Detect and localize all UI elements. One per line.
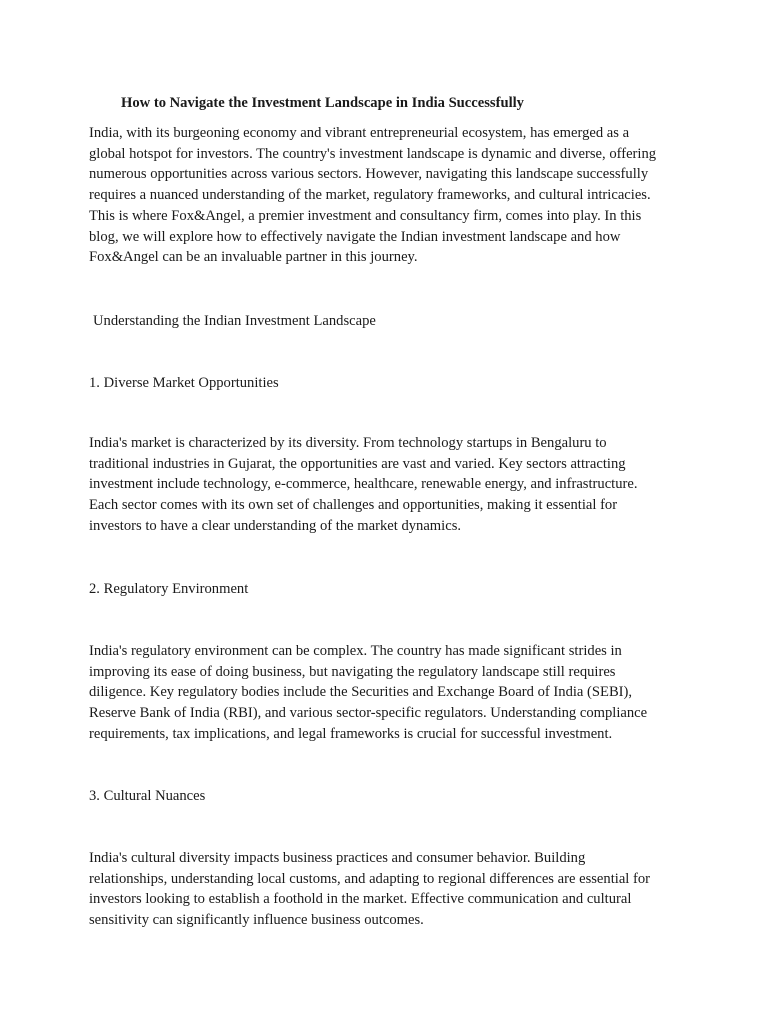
intro-line: This is where Fox&Angel, a premier investment and consultancy firm, comes into play. In this: [89, 207, 642, 224]
subsection-heading-market-opportunities: 1. Diverse Market Opportunities: [89, 375, 279, 391]
paragraph-line: investors looking to establish a foothold in the market. Effective communication and cultural: [89, 891, 632, 908]
intro-line: Fox&Angel can be an invaluable partner in this journey.: [89, 249, 418, 266]
paragraph-line: investors to have a clear understanding of the market dynamics.: [89, 517, 462, 534]
paragraph-line: traditional industries in Gujarat, the opportunities are vast and varied. Key sectors attracting: [89, 455, 626, 472]
paragraph-line: Reserve Bank of India (RBI), and various sector-specific regulators. Understanding compliance: [89, 705, 648, 722]
paragraph-line: relationships, understanding local customs, and adapting to regional differences are essential for: [89, 870, 651, 887]
section-heading-understanding: Understanding the Indian Investment Landscape: [93, 313, 376, 329]
paragraph-line: Each sector comes with its own set of challenges and opportunities, making it essential for: [89, 497, 618, 514]
intro-line: requires a nuanced understanding of the market, regulatory frameworks, and cultural intricacies.: [89, 187, 651, 204]
paragraph-regulatory-environment: [89, 641, 689, 745]
intro-line: numerous opportunities across various sectors. However, navigating this landscape successfully: [89, 166, 649, 183]
paragraph-cultural-nuances: [89, 848, 689, 931]
intro-line: blog, we will explore how to effectively navigate the Indian investment landscape and how: [89, 228, 621, 245]
intro-line: India, with its burgeoning economy and vibrant entrepreneurial ecosystem, has emerged as a: [89, 125, 630, 141]
subsection-heading-cultural-nuances: 3. Cultural Nuances: [89, 788, 206, 804]
intro-paragraph: [89, 123, 689, 268]
paragraph-line: improving its ease of doing business, but navigating the regulatory landscape still requires: [89, 663, 616, 680]
paragraph-line: India's market is characterized by its diversity. From technology startups in Bengaluru to: [89, 435, 607, 451]
paragraph-market-opportunities: [89, 433, 689, 537]
paragraph-line: diligence. Key regulatory bodies include the Securities and Exchange Board of India (SEBI),: [89, 684, 633, 701]
paragraph-line: sensitivity can significantly influence business outcomes.: [89, 912, 424, 929]
intro-line: global hotspot for investors. The country's investment landscape is dynamic and diverse, offering: [89, 145, 657, 162]
paragraph-line: India's cultural diversity impacts business practices and consumer behavior. Building: [89, 850, 586, 866]
document-title: How to Navigate the Investment Landscape in India Successfully: [121, 95, 524, 111]
paragraph-line: India's regulatory environment can be complex. The country has made significant strides in: [89, 643, 622, 659]
paragraph-line: requirements, tax implications, and legal frameworks is crucial for successful investment.: [89, 725, 613, 742]
paragraph-line: investment include technology, e-commerce, healthcare, renewable energy, and infrastructure.: [89, 476, 638, 493]
subsection-heading-regulatory-environment: 2. Regulatory Environment: [89, 581, 249, 597]
